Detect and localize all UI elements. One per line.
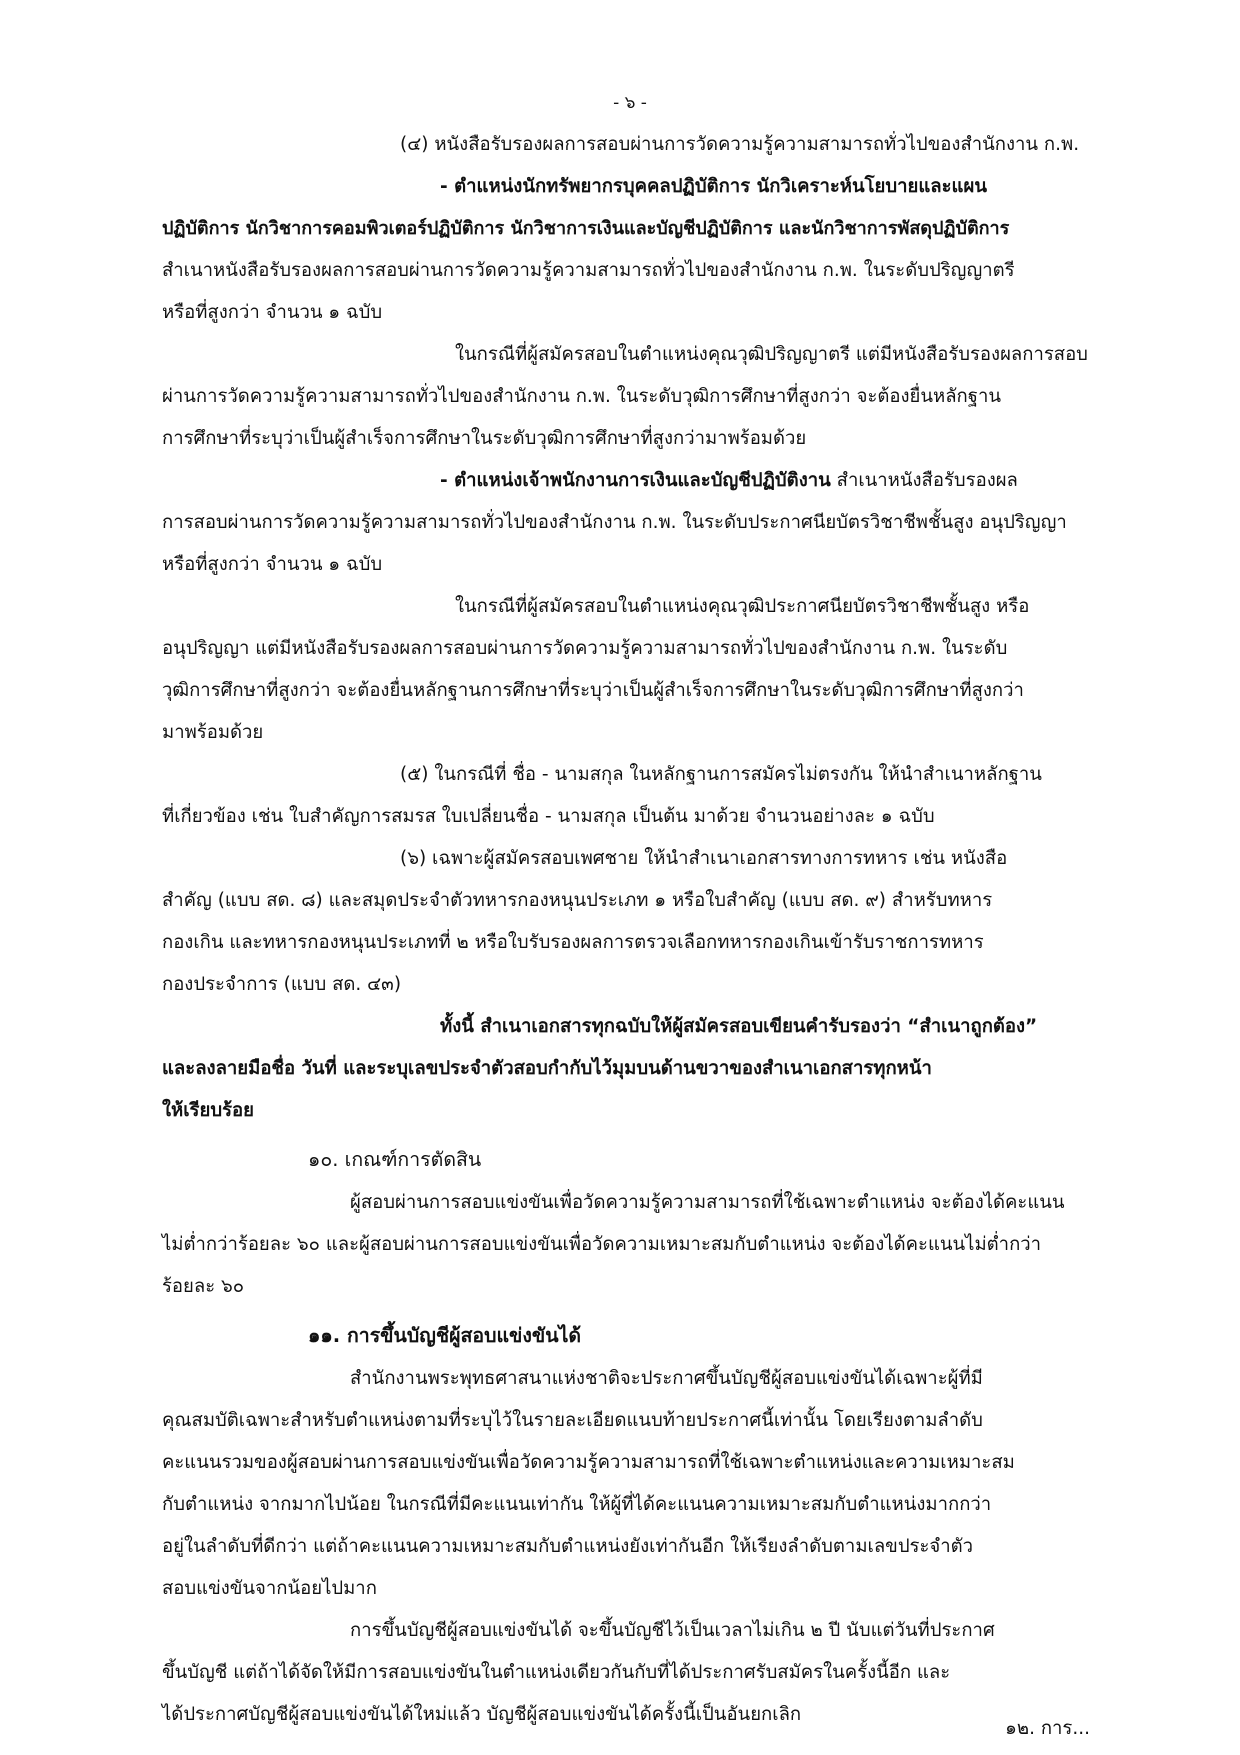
paragraph-line: ไม่ต่ำกว่าร้อยละ ๖๐ และผู้สอบผ่านการสอบแข่งขันเพื่อวัดความเหมาะสมกับตำแหน่ง จะต้องได้คะแนนไม่ต่ำกว่า: [162, 1234, 1042, 1255]
paragraph-line: การสอบผ่านการวัดความรู้ความสามารถทั่วไปของสำนักงาน ก.พ. ในระดับประกาศนียบัตรวิชาชีพชั้นสูง อนุปริญญา: [162, 512, 1067, 533]
paragraph-line: สำนักงานพระพุทธศาสนาแห่งชาติจะประกาศขึ้นบัญชีผู้สอบแข่งขันได้เฉพาะผู้ที่มี: [350, 1368, 983, 1389]
certification-note-text: สำเนาเอกสารทุกฉบับให้ผู้สมัครสอบเขียนคำรับรองว่า “สำเนาถูกต้อง”: [473, 1016, 1038, 1037]
position-group-2-line: [440, 464, 1018, 498]
paragraph-line: คุณสมบัติเฉพาะสำหรับตำแหน่งตามที่ระบุไว้ในรายละเอียดแนบท้ายประกาศนี้เท่านั้น โดยเรียงตามลำดับ: [162, 1410, 983, 1431]
paragraph-line: หรือที่สูงกว่า จำนวน ๑ ฉบับ: [162, 554, 383, 575]
paragraph-line: ขึ้นบัญชี แต่ถ้าได้จัดให้มีการสอบแข่งขันในตำแหน่งเดียวกันกับที่ได้ประกาศรับสมัครในครั้งนี้อีก และ: [162, 1662, 951, 1683]
section-10-heading: ๑๐. เกณฑ์การตัดสิน: [308, 1148, 482, 1171]
paragraph-line: สำเนาหนังสือรับรองผลการสอบผ่านการวัดความรู้ความสามารถทั่วไปของสำนักงาน ก.พ. ในระดับปริญญาตรี: [162, 260, 1015, 281]
section-11-heading: ๑๑. การขึ้นบัญชีผู้สอบแข่งขันได้: [308, 1324, 582, 1347]
paragraph-line: ได้ประกาศบัญชีผู้สอบแข่งขันได้ใหม่แล้ว บัญชีผู้สอบแข่งขันได้ครั้งนี้เป็นอันยกเลิก: [162, 1704, 802, 1725]
paragraph-line: ในกรณีที่ผู้สมัครสอบในตำแหน่งคุณวุฒิประกาศนียบัตรวิชาชีพชั้นสูง หรือ: [455, 596, 1030, 617]
paragraph-line: ในกรณีที่ผู้สมัครสอบในตำแหน่งคุณวุฒิปริญญาตรี แต่มีหนังสือรับรองผลการสอบ: [455, 344, 1088, 365]
certification-note-lead: ทั้งนี้: [440, 1016, 474, 1037]
position-group-1-title: - ตำแหน่งนักทรัพยากรบุคคลปฏิบัติการ นักวิเคราะห์นโยบายและแผน: [440, 176, 987, 197]
continuation-note: ๑๒. การ...: [1005, 1718, 1090, 1739]
paragraph-line: กับตำแหน่ง จากมากไปน้อย ในกรณีที่มีคะแนนเท่ากัน ให้ผู้ที่ได้คะแนนความเหมาะสมกับตำแหน่งมากกว่า: [162, 1494, 992, 1515]
certification-note-cont: และลงลายมือชื่อ วันที่ และระบุเลขประจำตัวสอบกำกับไว้มุมบนด้านขวาของสำเนาเอกสารทุกหน้า: [162, 1058, 932, 1079]
paragraph-line: มาพร้อมด้วย: [162, 722, 264, 743]
item-6-heading: (๖) เฉพาะผู้สมัครสอบเพศชาย ให้นำสำเนาเอกสารทางการทหาร เช่น หนังสือ: [400, 848, 1008, 869]
paragraph-line: สอบแข่งขันจากน้อยไปมาก: [162, 1578, 377, 1599]
certification-note-cont: ให้เรียบร้อย: [162, 1100, 254, 1121]
paragraph-line: กองเกิน และทหารกองหนุนประเภทที่ ๒ หรือใบรับรองผลการตรวจเลือกทหารกองเกินเข้ารับราชการทหาร: [162, 932, 984, 953]
position-group-1-title-cont: ปฏิบัติการ นักวิชาการคอมพิวเตอร์ปฏิบัติการ นักวิชาการเงินและบัญชีปฏิบัติการ และนักวิชาการพัสดุปฏิบัติการ: [162, 218, 1010, 239]
position-group-2-text: สำเนาหนังสือรับรองผล: [830, 470, 1018, 491]
position-group-2-title: - ตำแหน่งเจ้าพนักงานการเงินและบัญชีปฏิบัติงาน: [440, 470, 831, 491]
paragraph-line: หรือที่สูงกว่า จำนวน ๑ ฉบับ: [162, 302, 383, 323]
item-5-heading: (๕) ในกรณีที่ ชื่อ - นามสกุล ในหลักฐานการสมัครไม่ตรงกัน ให้นำสำเนาหลักฐาน: [400, 764, 1042, 785]
item-4-heading: (๔) หนังสือรับรองผลการสอบผ่านการวัดความรู้ความสามารถทั่วไปของสำนักงาน ก.พ.: [400, 134, 1080, 155]
paragraph-line: ผู้สอบผ่านการสอบแข่งขันเพื่อวัดความรู้ความสามารถที่ใช้เฉพาะตำแหน่ง จะต้องได้คะแนน: [350, 1192, 1065, 1213]
certification-note-line: [440, 1010, 1037, 1044]
paragraph-line: คะแนนรวมของผู้สอบผ่านการสอบแข่งขันเพื่อวัดความรู้ความสามารถที่ใช้เฉพาะตำแหน่งและความเหมาะสม: [162, 1452, 1015, 1473]
paragraph-line: ผ่านการวัดความรู้ความสามารถทั่วไปของสำนักงาน ก.พ. ในระดับวุฒิการศึกษาที่สูงกว่า จะต้องยื่นหลักฐาน: [162, 386, 1002, 407]
paragraph-line: อนุปริญญา แต่มีหนังสือรับรองผลการสอบผ่านการวัดความรู้ความสามารถทั่วไปของสำนักงาน ก.พ. ในระดับ: [162, 638, 1008, 659]
paragraph-line: การขึ้นบัญชีผู้สอบแข่งขันได้ จะขึ้นบัญชีไว้เป็นเวลาไม่เกิน ๒ ปี นับแต่วันที่ประกาศ: [350, 1620, 995, 1641]
paragraph-line: สำคัญ (แบบ สด. ๘) และสมุดประจำตัวทหารกองหนุนประเภท ๑ หรือใบสำคัญ (แบบ สด. ๙) สำหรับทหาร: [162, 890, 993, 911]
page-number: - ๖ -: [613, 93, 647, 113]
paragraph-line: ร้อยละ ๖๐: [162, 1276, 245, 1297]
paragraph-line: วุฒิการศึกษาที่สูงกว่า จะต้องยื่นหลักฐานการศึกษาที่ระบุว่าเป็นผู้สำเร็จการศึกษาในระดับวุฒิการศึกษาที่สูงกว่า: [162, 680, 1024, 701]
paragraph-line: อยู่ในลำดับที่ดีกว่า แต่ถ้าคะแนนความเหมาะสมกับตำแหน่งยังเท่ากันอีก ให้เรียงลำดับตามเลขประจำตัว: [162, 1536, 974, 1557]
paragraph-line: การศึกษาที่ระบุว่าเป็นผู้สำเร็จการศึกษาในระดับวุฒิการศึกษาที่สูงกว่ามาพร้อมด้วย: [162, 428, 807, 449]
paragraph-line: กองประจำการ (แบบ สด. ๔๓): [162, 974, 402, 995]
paragraph-line: ที่เกี่ยวข้อง เช่น ใบสำคัญการสมรส ใบเปลี่ยนชื่อ - นามสกุล เป็นต้น มาด้วย จำนวนอย่างละ ๑ ฉบับ: [162, 806, 935, 827]
